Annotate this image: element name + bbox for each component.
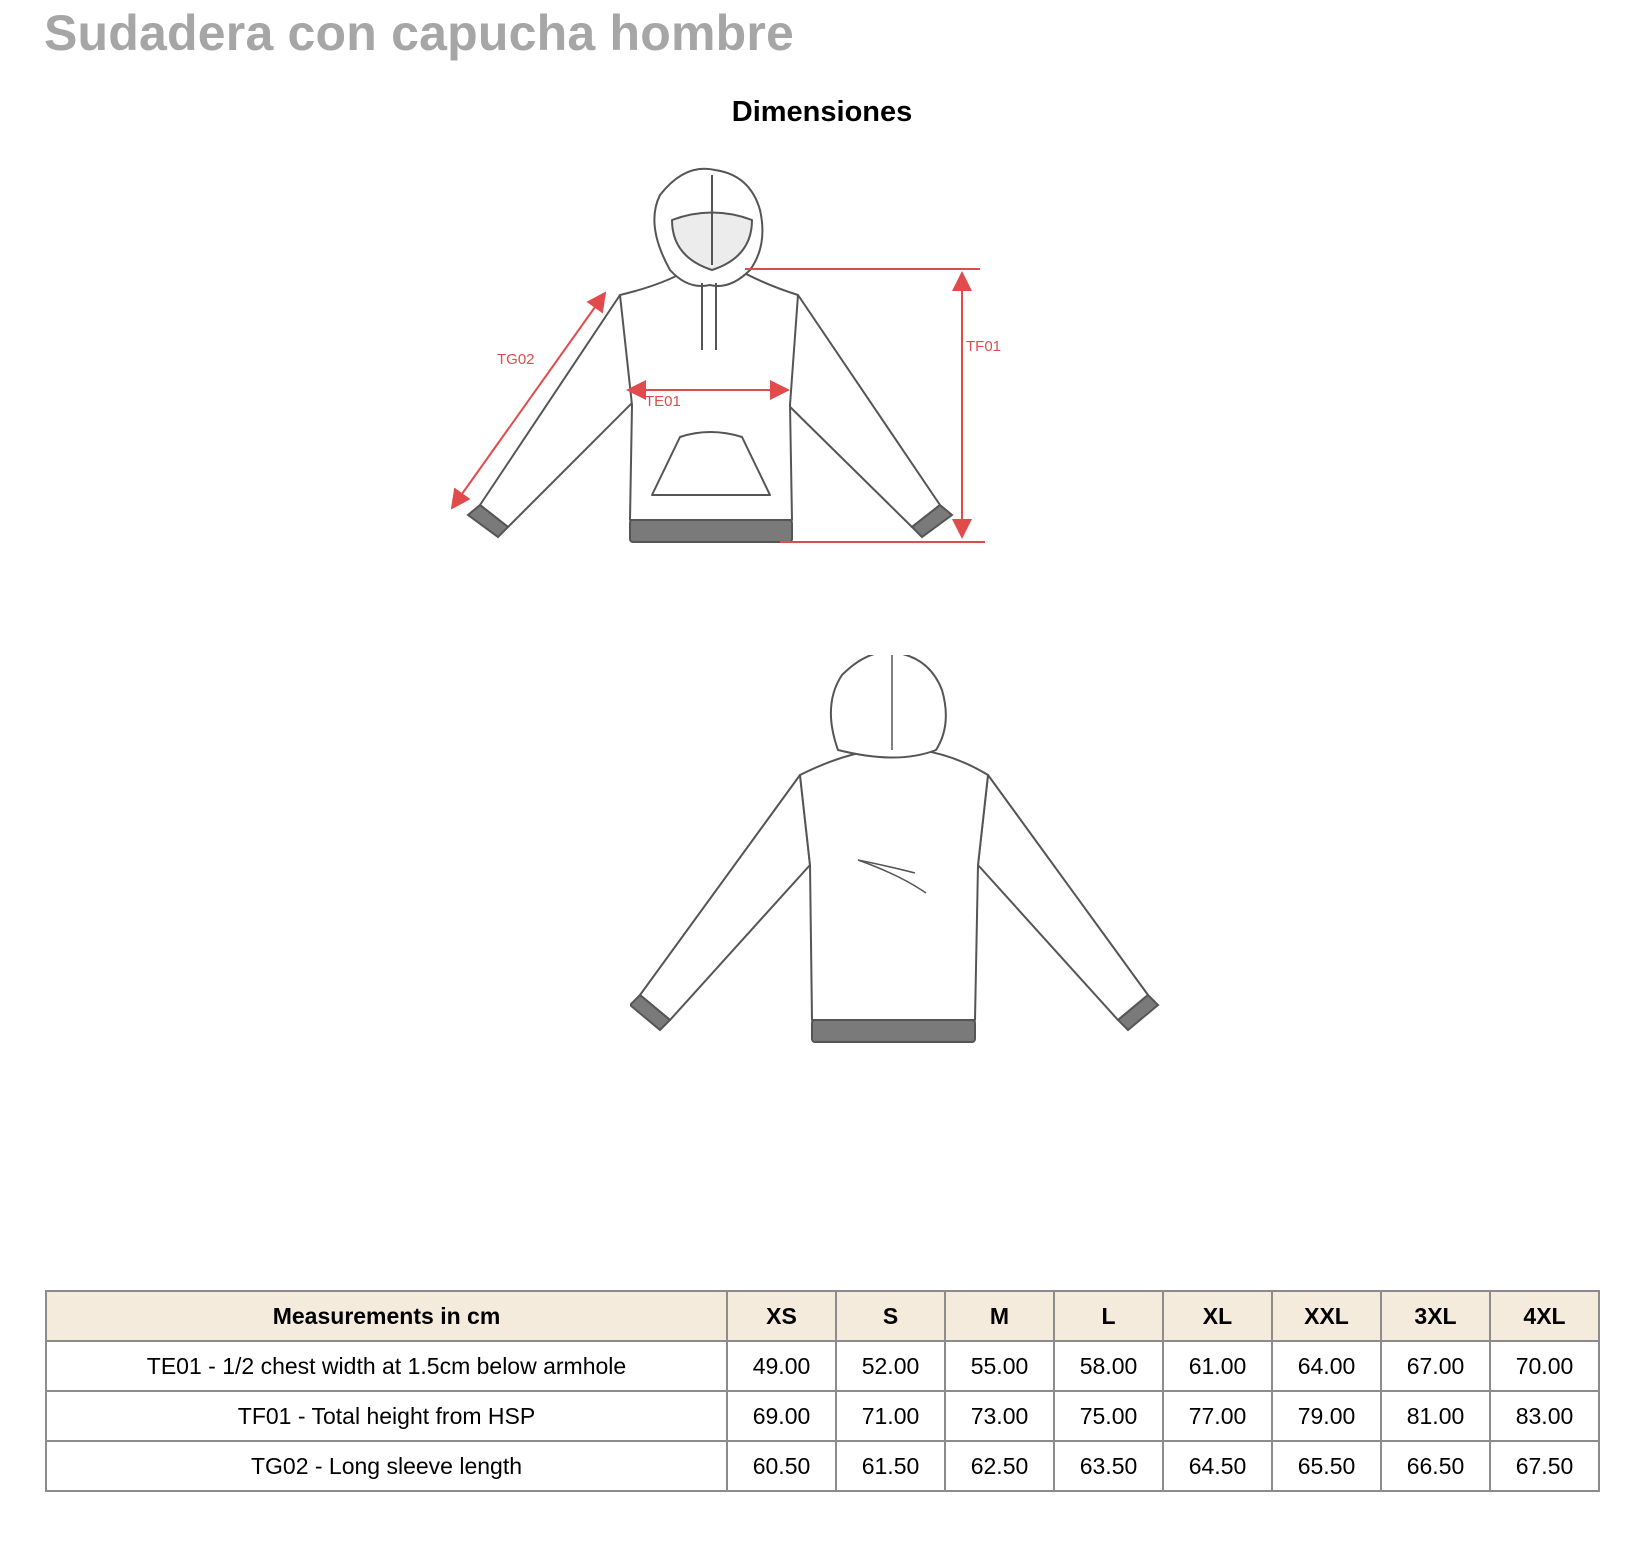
table-cell: 61.00 [1163,1341,1272,1391]
header-label: Measurements in cm [46,1291,727,1341]
header-size: L [1054,1291,1163,1341]
table-cell: 81.00 [1381,1391,1490,1441]
row-label: TE01 - 1/2 chest width at 1.5cm below armhole [46,1341,727,1391]
table-cell: 62.50 [945,1441,1054,1491]
table-cell: 71.00 [836,1391,945,1441]
table-row [46,1441,1599,1491]
table-cell: 79.00 [1272,1391,1381,1441]
table-cell: 65.50 [1272,1441,1381,1491]
tf01-label: TF01 [966,338,1002,355]
row-label: TF01 - Total height from HSP [46,1391,727,1441]
table-cell: 77.00 [1163,1391,1272,1441]
table-cell: 69.00 [727,1391,836,1441]
table-cell: 58.00 [1054,1341,1163,1391]
table-cell: 63.50 [1054,1441,1163,1491]
table-cell: 66.50 [1381,1441,1490,1491]
header-size: 3XL [1381,1291,1490,1341]
header-size: M [945,1291,1054,1341]
table-cell: 73.00 [945,1391,1054,1441]
table-cell: 61.50 [836,1441,945,1491]
size-table [45,1290,1600,1492]
header-size: 4XL [1490,1291,1599,1341]
table-cell: 49.00 [727,1341,836,1391]
table-cell: 75.00 [1054,1391,1163,1441]
table-cell: 52.00 [836,1341,945,1391]
table-header-row [46,1291,1599,1341]
row-label: TG02 - Long sleeve length [46,1441,727,1491]
tg02-label: TG02 [497,351,535,368]
table-row [46,1391,1599,1441]
hoodie-back-diagram [630,655,1190,1095]
table-cell: 55.00 [945,1341,1054,1391]
header-size: XL [1163,1291,1272,1341]
table-cell: 64.00 [1272,1341,1381,1391]
table-cell: 70.00 [1490,1341,1599,1391]
header-size: XS [727,1291,836,1341]
table-cell: 83.00 [1490,1391,1599,1441]
table-cell: 64.50 [1163,1441,1272,1491]
section-title: Dimensiones [731,96,913,128]
header-size: S [836,1291,945,1341]
hoodie-front-diagram [440,165,1060,580]
header-size: XXL [1272,1291,1381,1341]
page-title: Sudadera con capucha hombre [44,5,795,61]
table-cell: 67.50 [1490,1441,1599,1491]
table-row [46,1341,1599,1391]
table-cell: 67.00 [1381,1341,1490,1391]
table-cell: 60.50 [727,1441,836,1491]
te01-label: TE01 [645,393,681,410]
